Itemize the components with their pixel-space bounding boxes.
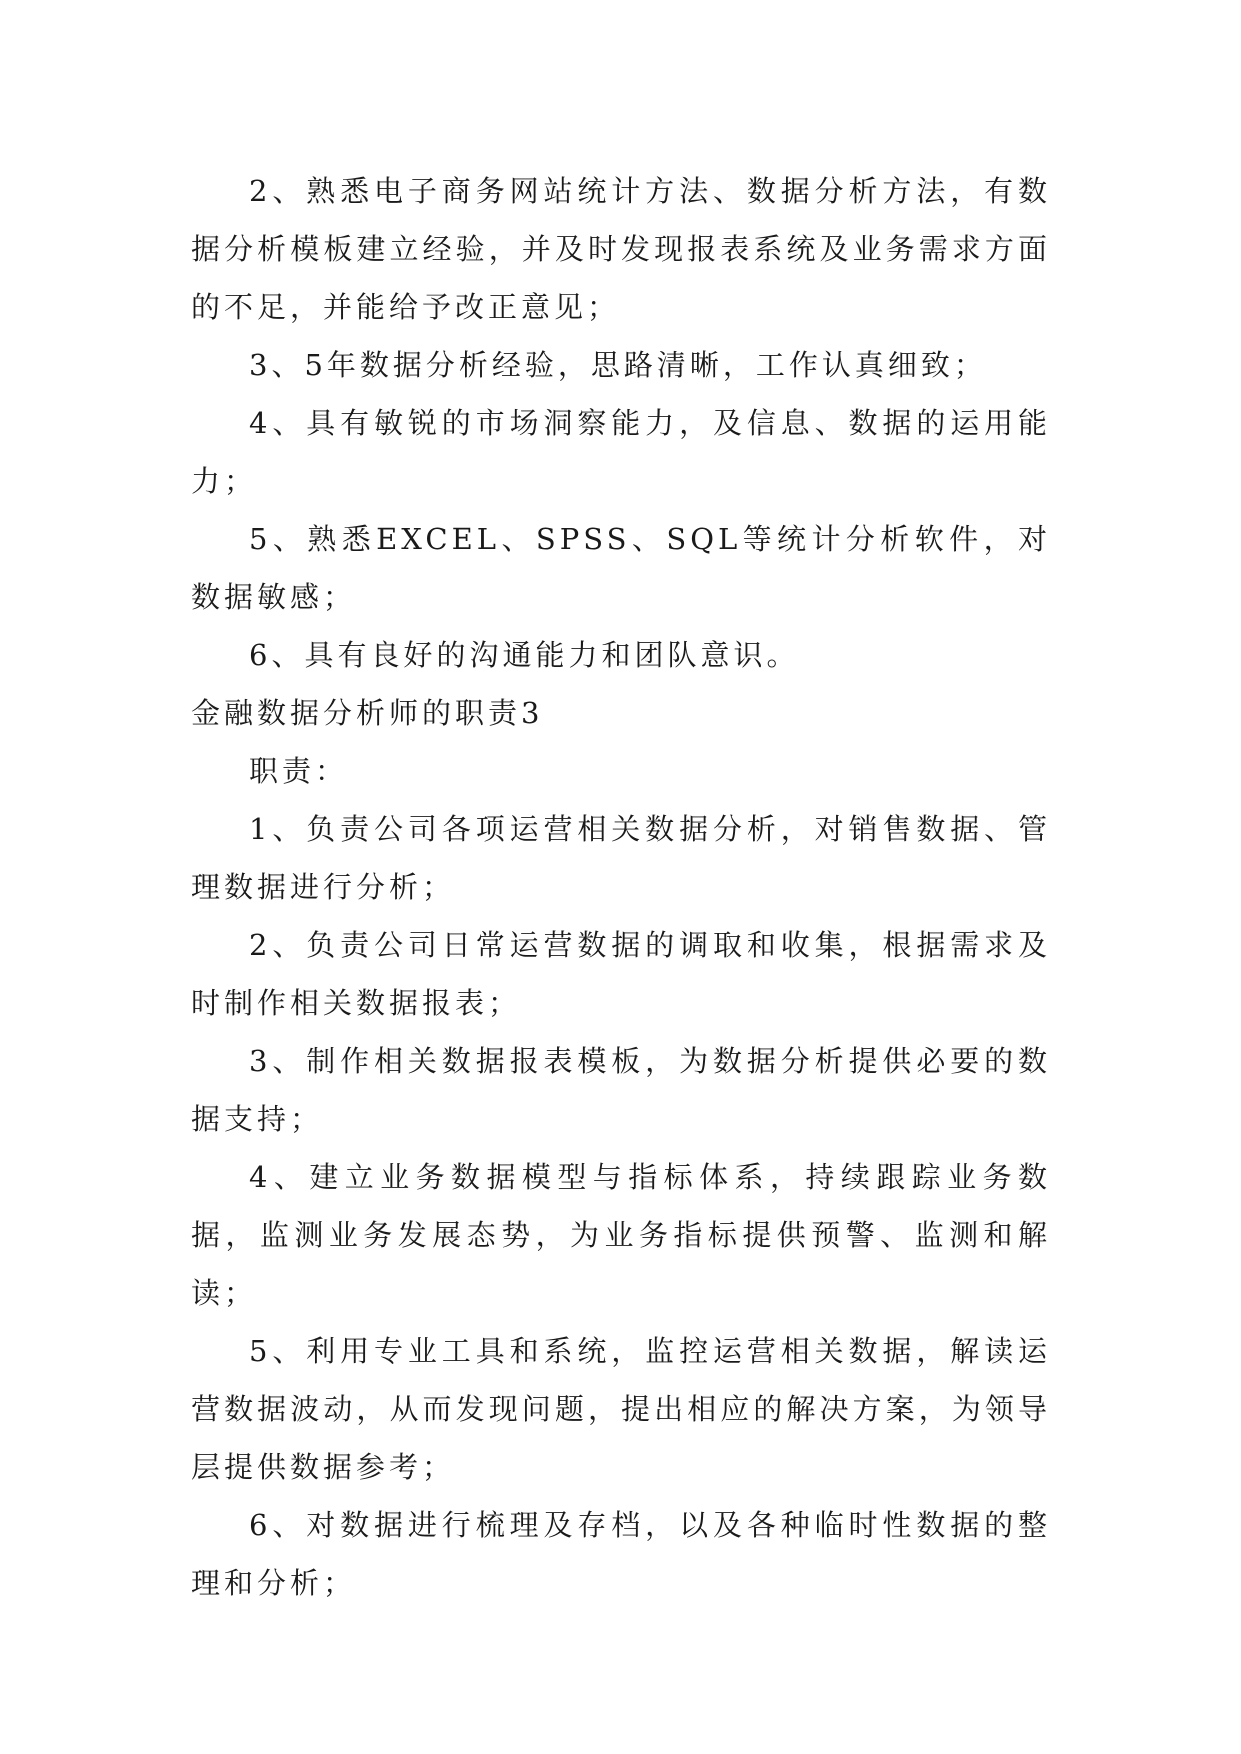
duty-item-6: 6、对数据进行梳理及存档，以及各种临时性数据的整理和分析； <box>191 1508 1051 1600</box>
duty-item-2: 2、负责公司日常运营数据的调取和收集，根据需求及时制作相关数据报表； <box>191 928 1051 1020</box>
document-body <box>191 162 1051 1612</box>
duty-item-4: 4、建立业务数据模型与指标体系，持续跟踪业务数据，监测业务发展态势，为业务指标提供预警、监测和解读； <box>191 1160 1051 1310</box>
duty-item-1: 1、负责公司各项运营相关数据分析，对销售数据、管理数据进行分析； <box>191 812 1051 904</box>
duty-item-3: 3、制作相关数据报表模板，为数据分析提供必要的数据支持； <box>191 1044 1051 1136</box>
requirement-item-6: 6、具有良好的沟通能力和团队意识。 <box>249 638 800 672</box>
requirement-item-4: 4、具有敏锐的市场洞察能力，及信息、数据的运用能力； <box>191 406 1051 498</box>
requirement-item-2: 2、熟悉电子商务网站统计方法、数据分析方法，有数据分析模板建立经验，并及时发现报表系统及业务需求方面的不足，并能给予改正意见； <box>191 174 1051 324</box>
duties-label: 职责： <box>249 754 349 788</box>
duty-item-5: 5、利用专业工具和系统，监控运营相关数据，解读运营数据波动，从而发现问题，提出相应的解决方案，为领导层提供数据参考； <box>191 1334 1051 1484</box>
requirement-item-5: 5、熟悉EXCEL、SPSS、SQL等统计分析软件，对数据敏感； <box>191 522 1051 614</box>
requirement-item-3: 3、5年数据分析经验，思路清晰，工作认真细致； <box>249 348 987 382</box>
section-heading: 金融数据分析师的职责3 <box>191 696 544 730</box>
